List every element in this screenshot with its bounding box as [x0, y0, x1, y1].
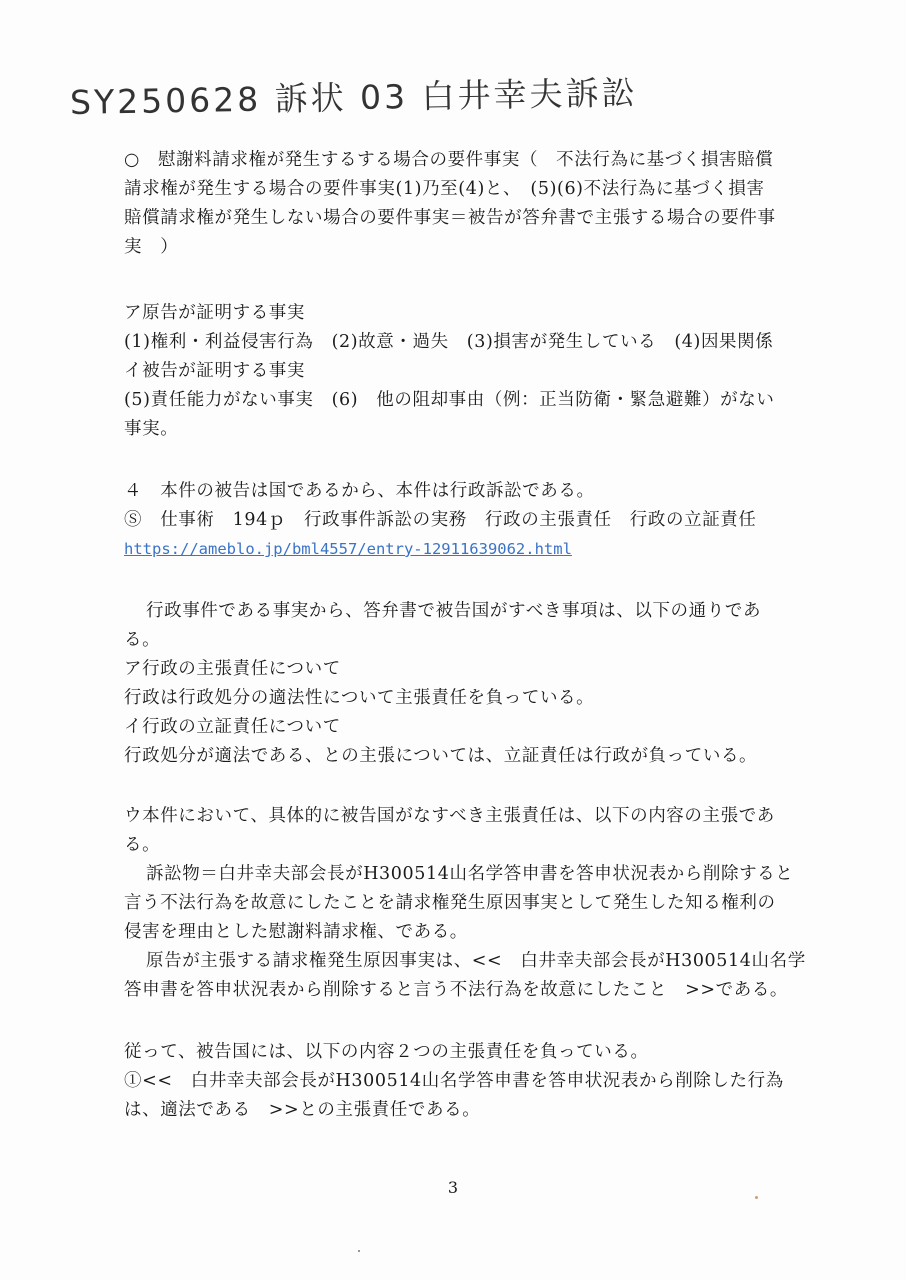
text-line: 賠償請求権が発生しない場合の要件事実＝被告が答弁書で主張する場合の要件事	[124, 208, 776, 228]
text-line: る。	[124, 630, 161, 650]
reference-link[interactable]: https://ameblo.jp/bml4557/entry-12911639062.html	[124, 540, 572, 558]
text-line: る。	[124, 835, 161, 855]
text-line: 行政処分が適法である、との主張については、立証責任は行政が負っている。	[124, 746, 758, 766]
text-line: ４ 本件の被告は国であるから、本件は行政訴訟である。	[124, 481, 595, 501]
text-line: (5)責任能力がない事実 (6) 他の阻却事由（例：正当防衛・緊急避難）がない	[124, 390, 775, 410]
text-line: ア行政の主張責任について	[124, 659, 341, 679]
document-body	[124, 146, 844, 1125]
text-line: 従って、被告国には、以下の内容２つの主張責任を負っている。	[124, 1042, 649, 1062]
text-line: 請求権が発生する場合の要件事実(1)乃至(4)と、 (5)(6)不法行為に基づく損害	[124, 179, 765, 199]
text-line: イ被告が証明する事実	[124, 361, 305, 381]
text-line: 行政は行政処分の適法性について主張責任を負っている。	[124, 688, 595, 708]
paper-speck	[358, 1250, 360, 1252]
text-line: ア原告が証明する事実	[124, 303, 305, 323]
text-line: ①<< 白井幸夫部会長がH300514山名学答申書を答申状況表から削除した行為	[124, 1071, 784, 1091]
text-line: 答申書を答申状況表から削除すると言う不法行為を故意にしたこと >>である。	[124, 980, 789, 1000]
text-line: (1)権利・利益侵害行為 (2)故意・過失 (3)損害が発生している (4)因果関係	[124, 332, 774, 352]
reference-link-line	[124, 535, 844, 564]
text-line: 実 ）	[124, 237, 179, 257]
paper-speck	[755, 1196, 758, 1199]
text-line: 行政事件である事実から、答弁書で被告国がすべき事項は、以下の通りであ	[146, 601, 762, 621]
handwritten-header-note: SY250628 訴状 03 白井幸夫訴訟	[69, 73, 638, 122]
text-line: 事実。	[124, 419, 179, 439]
text-line: イ行政の立証責任について	[124, 717, 341, 737]
text-line: 原告が主張する請求権発生原因事実は、<< 白井幸夫部会長がH300514山名学	[146, 951, 806, 971]
text-line: Ⓢ 仕事術 194ｐ 行政事件訴訟の実務 行政の主張責任 行政の立証責任	[124, 510, 757, 530]
text-line: 侵害を理由とした慰謝料請求権、である。	[124, 922, 468, 942]
text-line: ウ本件において、具体的に被告国がなすべき主張責任は、以下の内容の主張であ	[124, 806, 775, 826]
text-line: 言う不法行為を故意にしたことを請求権発生原因事実として発生した知る権利の	[124, 893, 776, 913]
text-line: は、適法である >>との主張責任である。	[124, 1100, 481, 1120]
page-number: 3	[447, 1178, 459, 1197]
text-line: 訴訟物＝白井幸夫部会長がH300514山名学答申書を答申状況表から削除すると	[146, 864, 794, 884]
text-line: ○ 慰謝料請求権が発生するする場合の要件事実（ 不法行為に基づく損害賠償	[124, 150, 774, 170]
